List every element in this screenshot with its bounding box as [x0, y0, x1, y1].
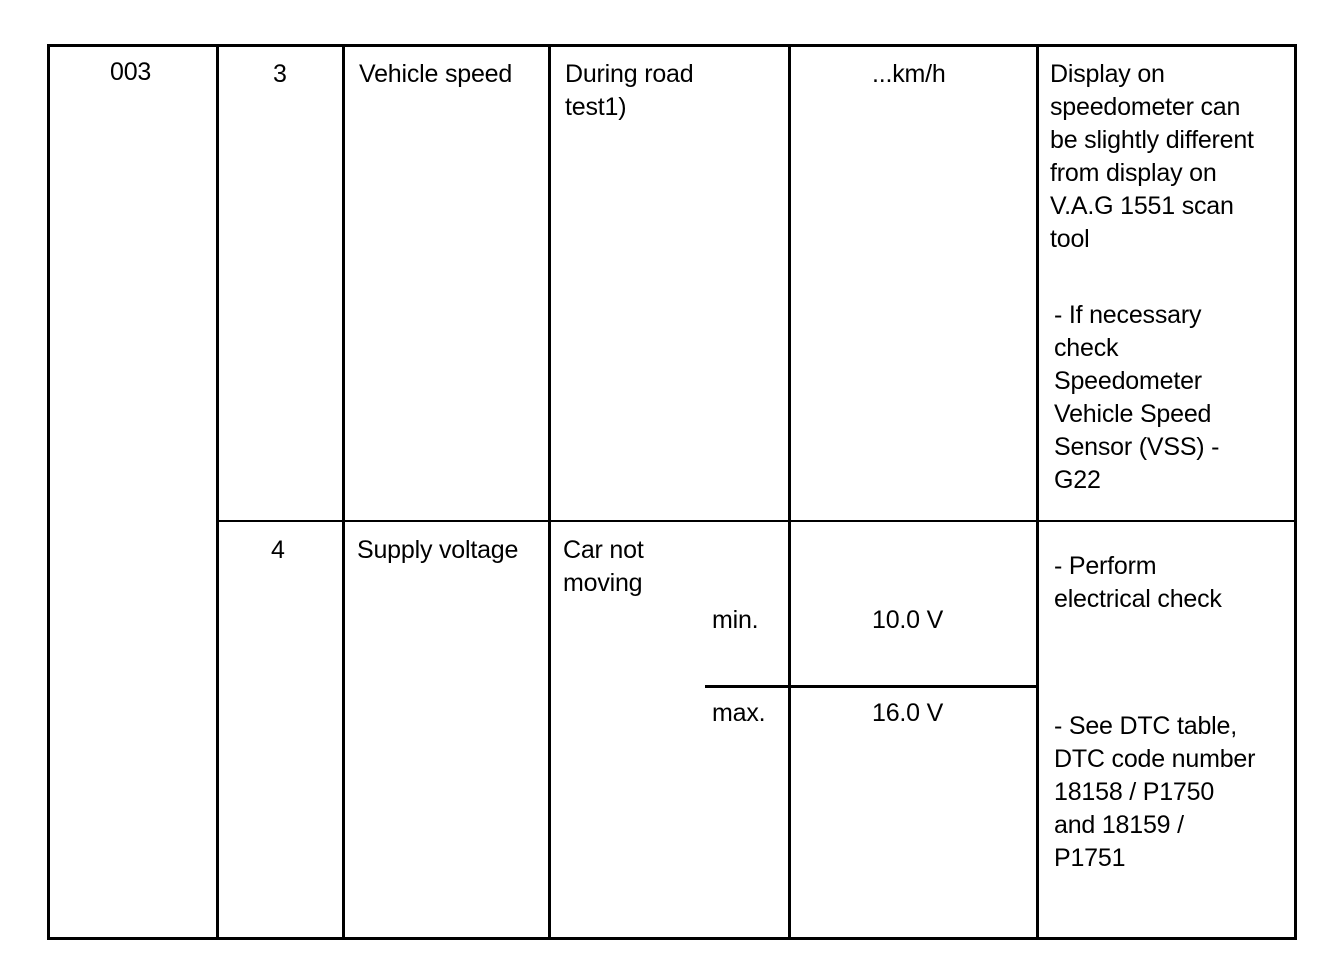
column-divider: [216, 46, 219, 940]
column-divider: [342, 46, 345, 940]
limit-value-max: 16.0 V: [872, 699, 944, 727]
remarks: Display on speedometer can be slightly different from display on V.A.G 1551 scan tool: [1050, 60, 1254, 253]
column-divider: [788, 46, 791, 940]
limit-value-min: 10.0 V: [872, 606, 944, 634]
test-condition: Car not moving: [563, 536, 644, 597]
parameter-name: Supply voltage: [357, 536, 519, 564]
limit-label-min: min.: [712, 606, 759, 634]
field-number: 4: [271, 536, 285, 564]
column-divider: [1036, 46, 1039, 940]
remarks: - Perform electrical check: [1054, 552, 1222, 613]
test-condition: During road test1): [565, 60, 694, 121]
column-divider: [548, 46, 551, 940]
limit-label-max: max.: [712, 699, 766, 727]
field-number: 3: [273, 60, 287, 88]
group-id: 003: [110, 58, 152, 86]
remarks-note: - See DTC table, DTC code number 18158 / P1750 and 18159 / P1751: [1054, 712, 1256, 872]
spec-value: ...km/h: [872, 60, 946, 88]
parameter-name: Vehicle speed: [359, 60, 513, 88]
limit-divider: [705, 685, 1038, 688]
row-divider: [218, 520, 1295, 522]
remarks-note: - If necessary check Speedometer Vehicle Speed Sensor (VSS) - G22: [1054, 301, 1220, 494]
